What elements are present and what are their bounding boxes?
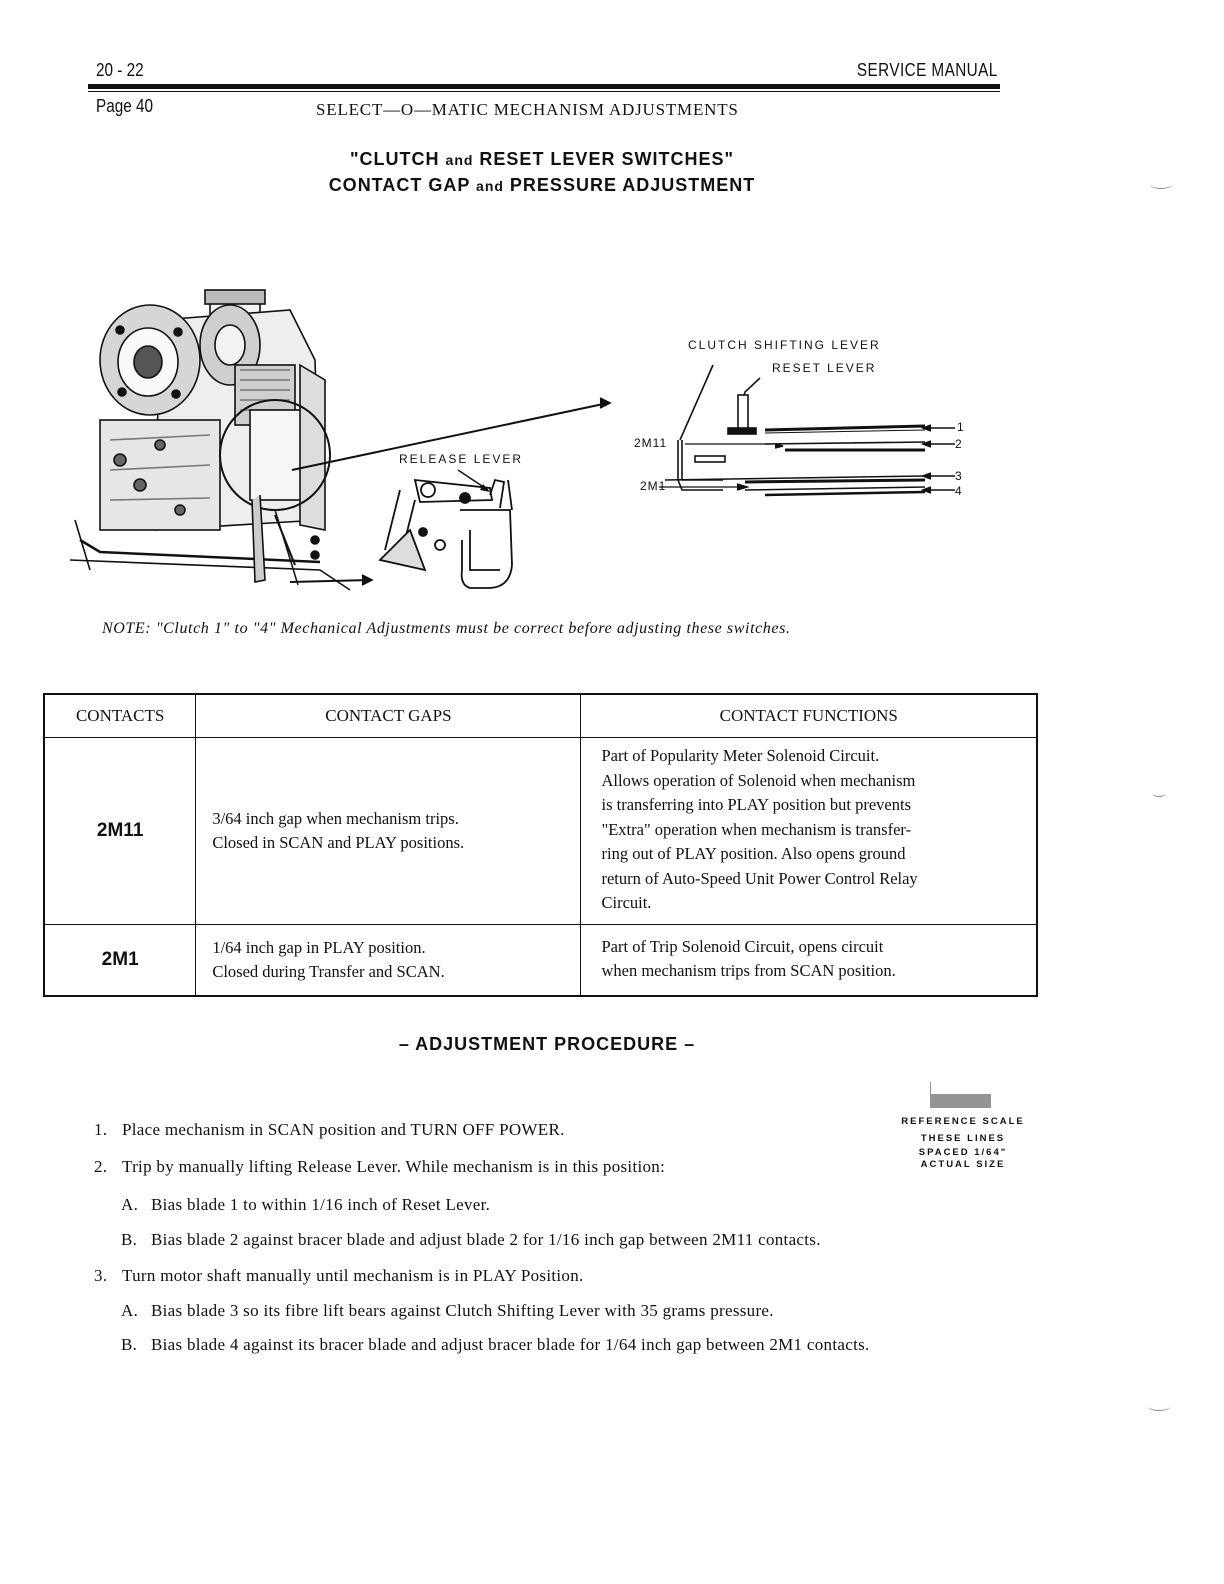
table-row [44, 738, 1037, 925]
binder-hole-mark [1148, 1402, 1170, 1411]
contact-name: 2M1 [44, 925, 196, 997]
mechanism-illustration [60, 270, 620, 600]
reference-scale-bars [930, 1082, 992, 1110]
table-row [44, 925, 1037, 997]
page-label: Page 40 [96, 96, 154, 116]
procedure-step-2a: A. Bias blade 1 to within 1/16 inch of Reset Lever. [121, 1195, 491, 1214]
procedure-step-1: 1. Place mechanism in SCAN position and TURN OFF POWER. [94, 1120, 565, 1139]
table-header-row [44, 694, 1037, 738]
contact-gap: 1/64 inch gap in PLAY position. Closed during Transfer and SCAN. [196, 925, 581, 997]
section-title: SELECT—O—MATIC MECHANISM ADJUSTMENTS [316, 100, 739, 119]
blade-label-3: 3 [955, 469, 964, 483]
header-rule-thin [88, 91, 1000, 92]
procedure-step-3b: B. Bias blade 4 against its bracer blade and adjust bracer blade for 1/64 inch gap between 2M1 contacts. [121, 1335, 870, 1354]
blade-label-2: 2 [955, 437, 964, 451]
procedure-step-2: 2. Trip by manually lifting Release Lever. While mechanism is in this position: [94, 1157, 666, 1176]
contact-function: Part of Popularity Meter Solenoid Circuit. Allows operation of Solenoid when mechanism is transferring into PLAY position but prevents "Extra" operation when mechanism is transfer- ring out of PLAY position. Also opens ground return of Auto-Speed Unit Power Control Relay Circuit. [581, 738, 1037, 925]
procedure-step-2b: B. Bias blade 2 against bracer blade and adjust blade 2 for 1/16 inch gap between 2M11 contacts. [121, 1230, 821, 1249]
switch-2m11-label: 2M11 [634, 436, 668, 450]
release-lever-label: RELEASE LEVER [399, 452, 524, 466]
contact-name: 2M11 [44, 738, 196, 925]
contact-gap: 3/64 inch gap when mechanism trips. Closed in SCAN and PLAY positions. [196, 738, 581, 925]
column-header-contact-gaps: CONTACT GAPS [196, 694, 581, 738]
reference-scale-caption: REFERENCE SCALE THESE LINES SPACED 1/64" ACTUAL SIZE [901, 1116, 1025, 1170]
blade-label-4: 4 [955, 484, 964, 498]
column-header-contact-functions: CONTACT FUNCTIONS [581, 694, 1037, 738]
page-title: "CLUTCH and RESET LEVER SWITCHES" CONTACT GAP and PRESSURE ADJUSTMENT [328, 149, 756, 195]
contact-function: Part of Trip Solenoid Circuit, opens circuit when mechanism trips from SCAN position. [581, 925, 1037, 997]
binder-hole-mark [1150, 180, 1172, 189]
procedure-step-3: 3. Turn motor shaft manually until mechanism is in PLAY Position. [94, 1266, 584, 1285]
contacts-table [43, 693, 1038, 997]
switch-2m1-label: 2M1 [640, 479, 667, 493]
release-lever-leader [450, 468, 500, 498]
document-number: 20 - 22 [96, 60, 144, 80]
procedure-title: – ADJUSTMENT PROCEDURE – [398, 1034, 696, 1054]
blade-label-1: 1 [957, 420, 966, 434]
header-rule [88, 84, 1000, 89]
reset-lever-label: RESET LEVER [772, 361, 877, 375]
adjustment-note: NOTE: "Clutch 1" to "4" Mechanical Adjustments must be correct before adjusting these switches. [102, 620, 791, 637]
procedure-step-3a: A. Bias blade 3 so its fibre lift bears against Clutch Shifting Lever with 35 grams pressure. [121, 1301, 774, 1320]
binder-hole-mark [1152, 790, 1166, 797]
manual-title: SERVICE MANUAL [857, 60, 998, 80]
clutch-shifting-lever-label: CLUTCH SHIFTING LEVER [688, 338, 881, 352]
column-header-contacts: CONTACTS [44, 694, 196, 738]
